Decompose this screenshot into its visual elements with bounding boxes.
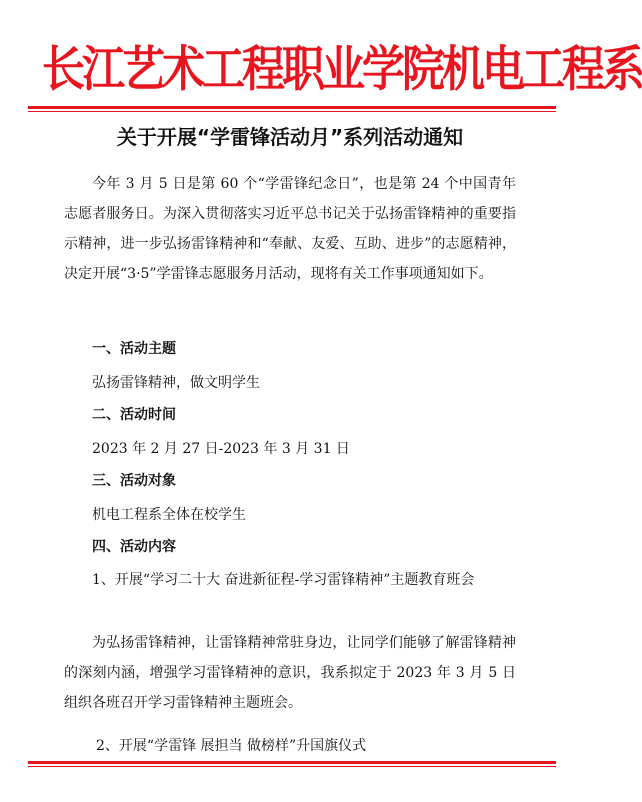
section-heading-target: 三、活动对象 xyxy=(92,473,176,489)
header-divider-thick xyxy=(28,106,556,109)
section-content-theme: 弘扬雷锋精神，做文明学生 xyxy=(92,375,260,391)
content-item-2-title: 2、开展“学雷锋 展担当 做榜样”升国旗仪式 xyxy=(96,738,367,754)
footer-divider-thick xyxy=(28,761,556,764)
organization-header: 长江艺术工程职业学院机电工程系 xyxy=(42,42,642,98)
notice-title: 关于开展“学雷锋活动月”系列活动通知 xyxy=(116,125,464,149)
section-heading-time: 二、活动时间 xyxy=(92,407,176,423)
header-divider-thin xyxy=(28,111,556,112)
intro-paragraph: 今年 3 月 5 日是第 60 个“学雷锋纪念日”，也是第 24 个中国青年志愿者服务日。为深入贯彻落实习近平总书记关于弘扬雷锋精神的重要指示精神，进一步弘扬雷锋精神和“奉献、友爱、互助、进步”的志愿精神，决定开展“3·5”学雷锋志愿服务月活动，现将有关工作事项通知如下。 xyxy=(64,176,516,282)
section-heading-theme: 一、活动主题 xyxy=(92,341,176,357)
content-item-1-body: 为弘扬雷锋精神，让雷锋精神常驻身边，让同学们能够了解雷锋精神的深刻内涵，增强学习雷锋精神的意识，我系拟定于 2023 年 3 月 5 日组织各班召开学习雷锋精神主题班会。 xyxy=(64,635,516,711)
section-heading-content: 四、活动内容 xyxy=(92,539,176,555)
section-content-target: 机电工程系全体在校学生 xyxy=(92,507,246,523)
content-item-1-title: 1、开展“学习二十大 奋进新征程-学习雷锋精神”主题教育班会 xyxy=(92,572,475,588)
section-content-time: 2023 年 2 月 27 日-2023 年 3 月 31 日 xyxy=(92,441,350,457)
footer-divider-thin xyxy=(28,766,556,767)
